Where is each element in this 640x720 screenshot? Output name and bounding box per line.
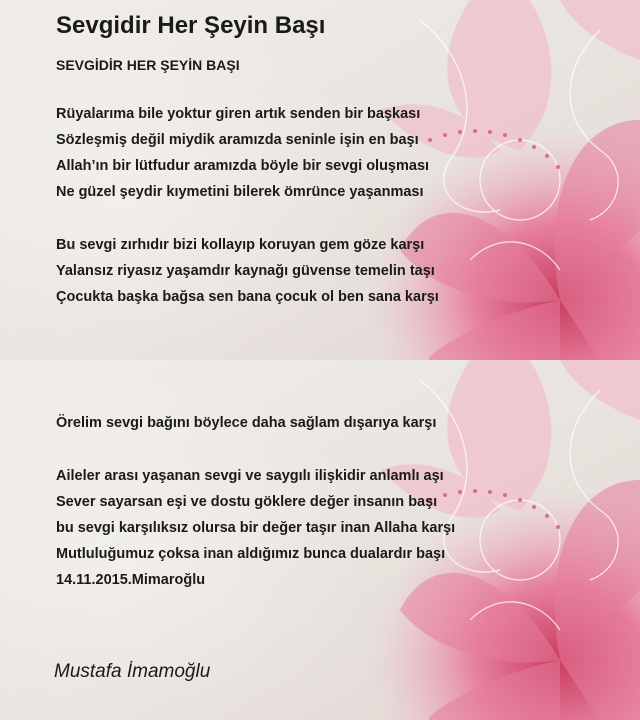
poem-line: Allah’ın bir lütfudur aramızda böyle bir sevgi oluşması xyxy=(56,158,430,174)
poem-line: Mutluluğumuz çoksa inan aldığımız bunca dualardır başı xyxy=(56,546,446,562)
poem-line: Ne güzel şeydir kıymetini bilerek ömrünce yaşanması xyxy=(56,184,424,200)
poem-line: Yalansız riyasız yaşamdır kaynağı güvense temelin taşı xyxy=(56,263,435,279)
poem-date-signature: 14.11.2015.Mimaroğlu xyxy=(56,572,206,588)
poem-title: Sevgidir Her Şeyin Başı xyxy=(56,12,326,39)
poem-line: Sever sayarsan eşi ve dostu göklere değer insanın başı xyxy=(56,494,438,510)
poem-line: Rüyalarıma bile yoktur giren artık senden bir başkası xyxy=(56,106,421,122)
poem-line: Bu sevgi zırhıdır bizi kollayıp koruyan gem göze karşı xyxy=(56,237,425,253)
poem-line: Sözleşmiş değil miydik aramızda seninle işin en başı xyxy=(56,132,419,148)
poem-author: Mustafa İmamoğlu xyxy=(54,661,211,682)
poem-subtitle: SEVGİDİR HER ŞEYİN BAŞI xyxy=(56,57,240,73)
poem-line: Çocukta başka bağsa sen bana çocuk ol ben sana karşı xyxy=(56,289,439,305)
poem-line: bu sevgi karşılıksız olursa bir değer taşır inan Allaha karşı xyxy=(56,520,456,536)
poem-line: Örelim sevgi bağını böylece daha sağlam dışarıya karşı xyxy=(56,415,437,431)
poem-line: Aileler arası yaşanan sevgi ve saygılı ilişkidir anlamlı aşı xyxy=(56,468,444,484)
